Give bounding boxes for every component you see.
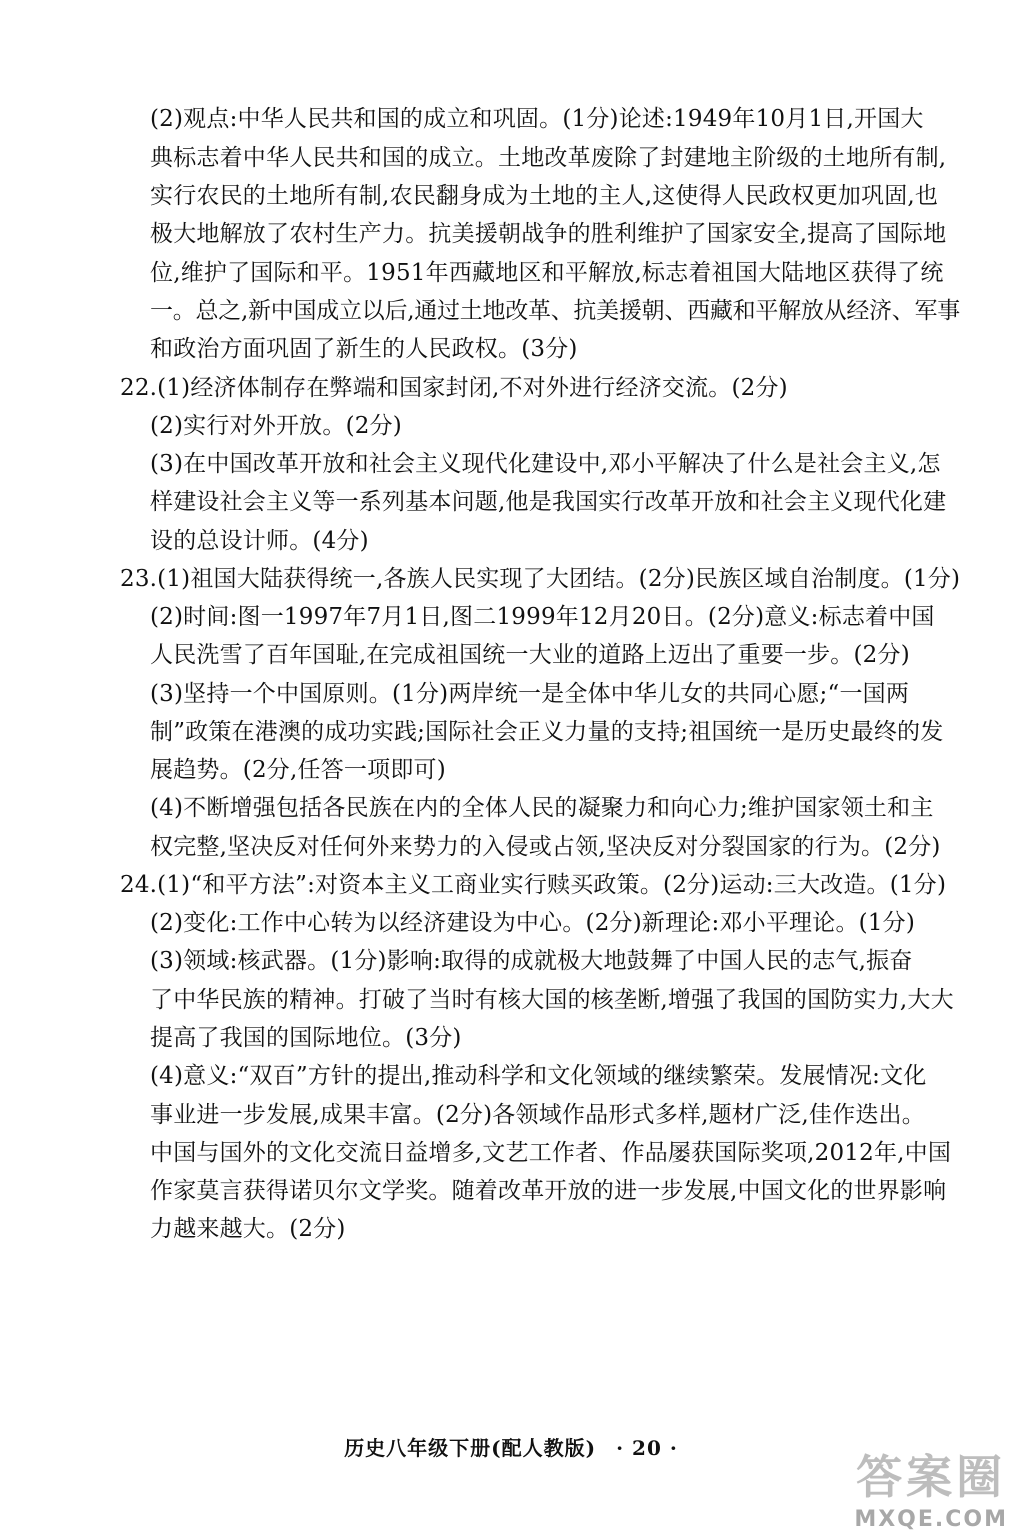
text-line: 22.(1)经济体制存在弊端和国家封闭,不对外进行经济交流。(2分) bbox=[120, 375, 788, 401]
text-line: 作家莫言获得诺贝尔文学奖。随着改革开放的进一步发展,中国文化的世界影响 bbox=[150, 1178, 947, 1204]
watermark-url: MXQE.COM bbox=[854, 1507, 1008, 1532]
text-line: 了中华民族的精神。打破了当时有核大国的核垄断,增强了我国的国防实力,大大 bbox=[150, 987, 954, 1013]
text-line: 样建设社会主义等一系列基本问题,他是我国实行改革开放和社会主义现代化建 bbox=[150, 489, 947, 515]
text-line: (4)意义:“双百”方针的提出,推动科学和文化领域的继续繁荣。发展情况:文化 bbox=[150, 1063, 927, 1089]
text-line: 制”政策在港澳的成功实践;国际社会正义力量的支持;祖国统一是历史最终的发 bbox=[150, 719, 944, 745]
text-line: (2)实行对外开放。(2分) bbox=[150, 413, 402, 439]
text-line: 提高了我国的国际地位。(3分) bbox=[150, 1025, 462, 1051]
text-line: (2)时间:图一1997年7月1日,图二1999年12月20日。(2分)意义:标志着中国 bbox=[150, 604, 935, 630]
text-line: 23.(1)祖国大陆获得统一,各族人民实现了大团结。(2分)民族区域自治制度。(1分) bbox=[120, 566, 961, 592]
text-line: (3)领域:核武器。(1分)影响:取得的成就极大地鼓舞了中国人民的志气,振奋 bbox=[150, 948, 913, 974]
text-line: (4)不断增强包括各民族在内的全体人民的凝聚力和向心力;维护国家领土和主 bbox=[150, 795, 934, 821]
text-line: (2)观点:中华人民共和国的成立和巩固。(1分)论述:1949年10月1日,开国大 bbox=[150, 106, 924, 132]
text-line: 人民洗雪了百年国耻,在完成祖国统一大业的道路上迈出了重要一步。(2分) bbox=[150, 642, 910, 668]
text-line: 权完整,坚决反对任何外来势力的入侵或占领,坚决反对分裂国家的行为。(2分) bbox=[150, 834, 941, 860]
page-number: · 20 · bbox=[616, 1436, 678, 1460]
text-line: 中国与国外的文化交流日益增多,文艺工作者、作品屡获国际奖项,2012年,中国 bbox=[150, 1140, 952, 1166]
text-line: (3)在中国改革开放和社会主义现代化建设中,邓小平解决了什么是社会主义,怎 bbox=[150, 451, 941, 477]
watermark-logo-text: 答案圈 bbox=[856, 1450, 1007, 1504]
text-line: 力越来越大。(2分) bbox=[150, 1216, 346, 1242]
text-line: (3)坚持一个中国原则。(1分)两岸统一是全体中华儿女的共同心愿;“一国两 bbox=[150, 681, 910, 707]
text-line: 24.(1)“和平方法”:对资本主义工商业实行赎买政策。(2分)运动:三大改造。(1分) bbox=[120, 872, 947, 898]
text-line: 一。总之,新中国成立以后,通过土地改革、抗美援朝、西藏和平解放从经济、军事 bbox=[150, 298, 961, 324]
footer-book-title: 历史八年级下册(配人教版) bbox=[344, 1436, 597, 1460]
text-line: 实行农民的土地所有制,农民翻身成为土地的主人,这使得人民政权更加巩固,也 bbox=[150, 183, 939, 209]
text-line: 事业进一步发展,成果丰富。(2分)各领域作品形式多样,题材广泛,佳作迭出。 bbox=[150, 1102, 925, 1128]
text-line: 典标志着中华人民共和国的成立。土地改革废除了封建地主阶级的土地所有制, bbox=[150, 145, 947, 171]
text-line: 极大地解放了农村生产力。抗美援朝战争的胜利维护了国家安全,提高了国际地 bbox=[150, 221, 947, 247]
text-line: 和政治方面巩固了新生的人民政权。(3分) bbox=[150, 336, 578, 362]
site-watermark-logo bbox=[854, 1441, 1008, 1532]
text-line: 展趋势。(2分,任答一项即可) bbox=[150, 757, 446, 783]
text-line: 设的总设计师。(4分) bbox=[150, 528, 369, 554]
text-line: (2)变化:工作中心转为以经济建设为中心。(2分)新理论:邓小平理论。(1分) bbox=[150, 910, 916, 936]
text-line: 位,维护了国际和平。1951年西藏地区和平解放,标志着祖国大陆地区获得了统 bbox=[150, 260, 944, 286]
